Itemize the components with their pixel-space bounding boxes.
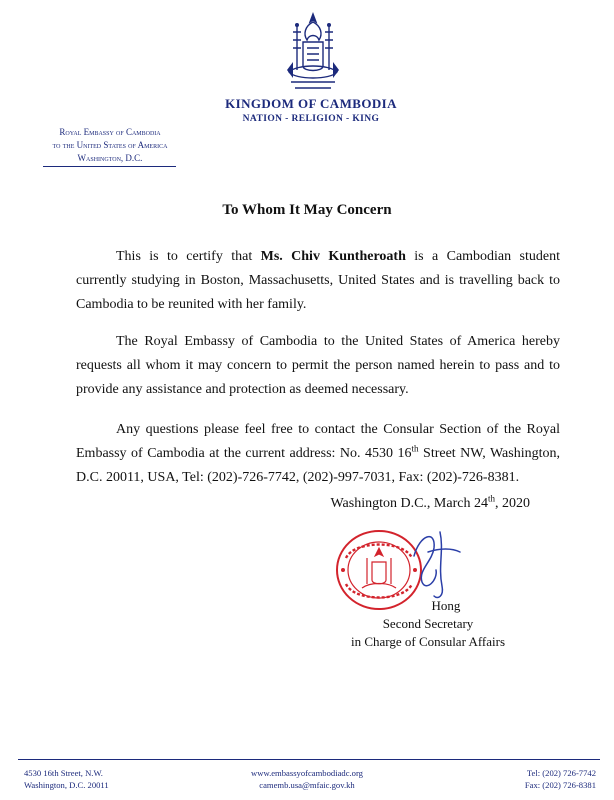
p3-ordinal: th — [411, 443, 419, 454]
paragraph-certification — [76, 245, 560, 317]
paragraph-contact — [76, 418, 560, 490]
national-motto: NATION - RELIGION - KING — [242, 114, 380, 124]
footer-divider — [18, 759, 600, 760]
date-after: , 2020 — [495, 496, 530, 511]
student-name: Ms. Chiv Kuntheroath — [260, 249, 406, 264]
handwritten-signature-icon — [404, 526, 464, 606]
country-name: KINGDOM OF CAMBODIA — [225, 96, 397, 111]
footer-email-link[interactable]: camemb.usa@mfaic.gov.kh — [259, 780, 355, 790]
footer-tel: Tel: (202) 726-7742 — [526, 768, 596, 778]
royal-crest-icon — [283, 12, 343, 94]
p3-text-before: Any questions please feel free to contact the Consular Section of the Royal Embassy of Cambodia at the current address: No. 4530 16 — [76, 422, 560, 461]
signatory-role: in Charge of Consular Affairs — [350, 634, 506, 649]
embassy-divider — [43, 166, 176, 167]
p3-text-after: Street NW, Washington, D.C. 20011, USA, Tel: (202)-726-7742, (202)-997-7031, Fax: (202)-726-8381. — [76, 446, 560, 485]
date-ordinal: th — [487, 493, 495, 504]
footer-address-line2: Washington, D.C. 20011 — [24, 780, 109, 790]
signatory-block — [338, 597, 518, 651]
footer-phone-contact — [470, 767, 596, 791]
signatory-title: Second Secretary — [382, 616, 474, 631]
embassy-name-line3: Washington, D.C. — [77, 153, 143, 163]
signatory-name: Hong — [431, 598, 461, 613]
paragraph-request: The Royal Embassy of Cambodia to the United States of America hereby requests all whom it may concern to permit the person named herein to pass and to provide any assistance and protection as deemed necessary. — [76, 334, 560, 397]
date-before: Washington D.C., March 24 — [330, 496, 488, 511]
footer-web-contact — [200, 767, 414, 791]
footer-address — [24, 767, 109, 791]
footer-fax: Fax: (202) 726-8381 — [524, 780, 596, 790]
footer-website-link[interactable]: www.embassyofcambodiadc.org — [251, 768, 363, 778]
embassy-name-block — [24, 126, 196, 165]
p1-text-after: is a Cambodian student currently studying in Boston, Massachusetts, United States and is travelling back to Cambodia to be reunited with her family. — [76, 249, 560, 312]
embassy-name-line2: to the United States of America — [52, 140, 168, 150]
embassy-name-line1: Royal Embassy of Cambodia — [59, 127, 161, 137]
p1-text-before: This is to certify that — [116, 249, 261, 264]
letter-heading: To Whom It May Concern — [222, 202, 392, 218]
footer-address-line1: 4530 16th Street, N.W. — [24, 768, 103, 778]
place-and-date — [300, 493, 530, 512]
